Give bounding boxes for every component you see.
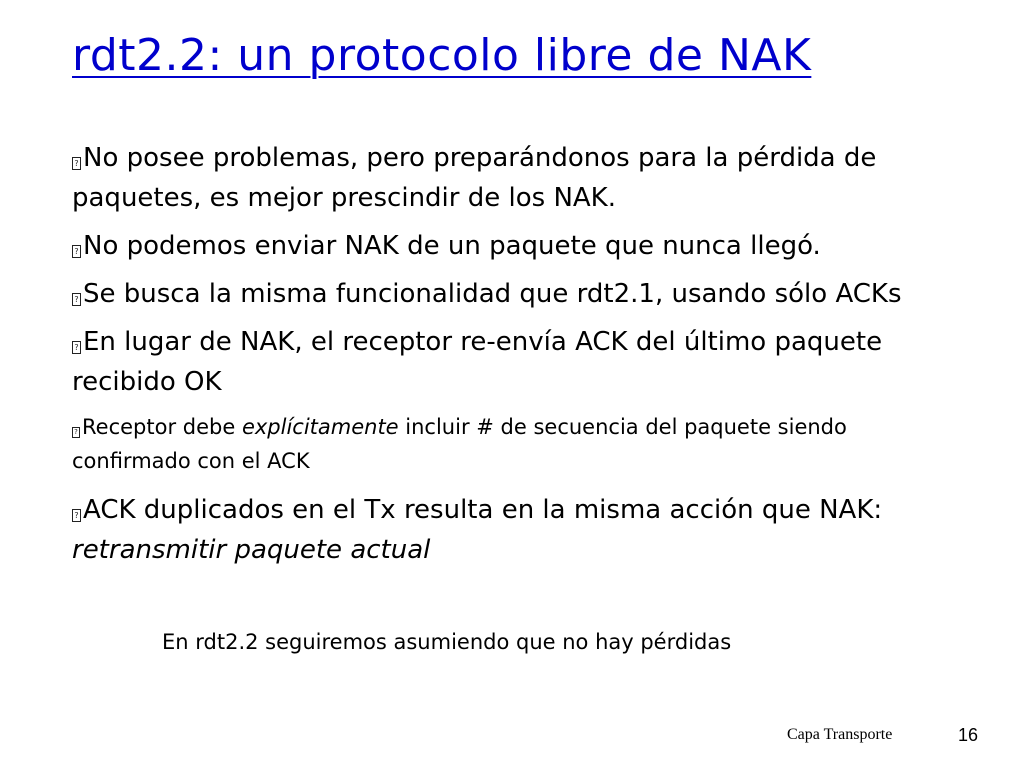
bullet-text: En lugar de NAK, el receptor re-envía ACK del último paquete recibido OK — [72, 327, 883, 397]
bullet-marker-icon: ? — [72, 341, 81, 354]
bullet-marker-icon: ? — [72, 293, 81, 306]
bullet-list — [72, 138, 972, 578]
bullet-item — [72, 490, 972, 570]
bullet-text: No posee problemas, pero preparándonos para la pérdida de paquetes, es mejor prescindir de los NAK. — [72, 143, 877, 213]
bullet-text: No podemos enviar NAK de un paquete que nunca llegó. — [83, 231, 821, 261]
footer-label: Capa Transporte — [787, 726, 893, 743]
bullet-emphasis: explícitamente — [241, 415, 399, 439]
bullet-marker-icon: ? — [72, 157, 81, 170]
bullet-item — [72, 138, 972, 218]
bullet-text: ACK duplicados en el Tx resulta en la misma acción que NAK: — [83, 495, 883, 525]
slide-note: En rdt2.2 seguiremos asumiendo que no hay pérdidas — [162, 630, 732, 654]
slide-title: rdt2.2: un protocolo libre de NAK — [72, 30, 812, 81]
bullet-marker-icon: ? — [72, 509, 81, 522]
bullet-marker-icon: ? — [72, 245, 81, 258]
page-number: 16 — [958, 725, 979, 745]
bullet-item — [72, 274, 972, 314]
bullet-marker-icon: ? — [72, 427, 80, 438]
bullet-text: Se busca la misma funcionalidad que rdt2.1, usando sólo ACKs — [83, 279, 902, 309]
bullet-item — [72, 226, 972, 266]
bullet-emphasis: retransmitir paquete actual — [72, 535, 431, 565]
bullet-item — [72, 322, 972, 402]
bullet-text: incluir # de secuencia del paquete siendo confirmado con el ACK — [72, 415, 847, 473]
bullet-text: Receptor debe — [82, 415, 242, 439]
bullet-item — [72, 410, 972, 478]
